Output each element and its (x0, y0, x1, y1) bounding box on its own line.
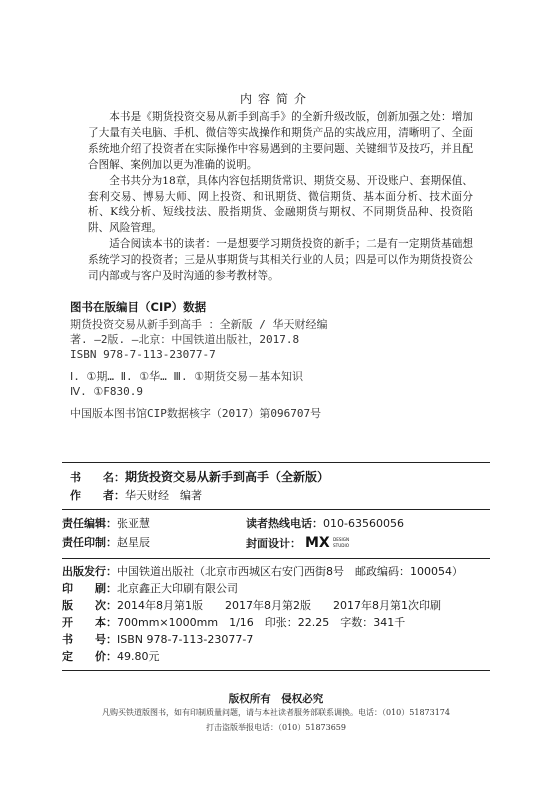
price-row (62, 650, 160, 664)
book-title-row (70, 470, 329, 485)
author-value: 华天财经 编著 (125, 489, 202, 502)
publication-label: 出版发行： (62, 565, 117, 578)
publication-label: 定 价： (62, 650, 117, 663)
author-row (70, 489, 202, 503)
editor-row (62, 517, 150, 531)
hotline-label: 读者热线电话： (246, 517, 323, 530)
hotline-row (246, 517, 404, 531)
publication-value: 700mm×1000mm 1/16 印张：22.25 字数：341千 (117, 616, 406, 629)
rights-notice: 凡购买铁道版图书，如有印制质量问题，请与本社读者服务部联系调换。电话：（010）51873174 (102, 708, 450, 717)
isbn-row (62, 633, 253, 647)
publisher-row (62, 565, 463, 579)
cip-heading: 图书在版编目（CIP）数据 (70, 300, 207, 314)
cip-line: 中国版本图书馆CIP数据核字（2017）第096707号 (70, 407, 322, 420)
editor-value: 张亚慧 (117, 517, 150, 530)
divider (62, 509, 490, 510)
print-manager-row (62, 536, 150, 550)
summary-paragraph: 本书是《期货投资交易从新手到高手》的全新升级改版，创新加强之处：增加了大量有关电脑、手机、微信等实战操作和期货产品的实战应用，清晰明了、全面系统地介绍了投资者在实际操作中容易遇到的主要问题、关键细节及技巧，并且配合图解、案例加以更为准确的说明。 (88, 111, 473, 171)
editor-label: 责任编辑： (62, 517, 117, 530)
format-row (62, 616, 405, 630)
cip-line: Ⅰ. ①期… Ⅱ. ①华… Ⅲ. ①期货交易－基本知识 (70, 370, 304, 383)
summary-paragraph: 全书共分为18章，具体内容包括期货常识、期货交易、开设账户、套期保值、套利交易、博易大师、网上投资、和讯期货、微信期货、基本面分析、技术面分析、K线分析、短线技法、股指期货、金融期货与期权、不同期货品种、投资陷阱、风险管理。 (88, 174, 473, 235)
logo-sub-1: DESIGN (333, 537, 350, 542)
piracy-report: 打击盗版举报电话：（010）51873659 (206, 723, 346, 732)
book-title-value: 期货投资交易从新手到高手（全新版） (125, 470, 330, 484)
publication-value: 49.80元 (117, 650, 160, 663)
divider (62, 462, 490, 463)
publication-label: 印 刷： (62, 582, 117, 595)
cip-line: 期货投资交易从新手到高手 ：全新版 / 华天财经编 (70, 318, 328, 331)
print-manager-value: 赵星辰 (117, 536, 150, 549)
cip-line: Ⅳ. ①F830.9 (70, 385, 143, 398)
cover-design-row (246, 534, 357, 554)
design-studio-logo (305, 534, 357, 554)
logo-mark: MX (305, 535, 330, 550)
edition-row (62, 599, 441, 613)
summary-body (88, 110, 473, 285)
publication-value: 北京鑫正大印刷有限公司 (117, 582, 238, 595)
cover-design-label: 封面设计： (246, 537, 301, 550)
cip-block (70, 317, 500, 421)
summary-paragraph: 适合阅读本书的读者：一是想要学习期货投资的新手；二是有一定期货基础想系统学习的投资者；三是从事期货与其相关行业的人员；四是可以作为期货投资公司内部或与客户及时沟通的参考教材等。 (88, 238, 473, 283)
hotline-value: 010-63560056 (323, 517, 404, 530)
divider (62, 670, 490, 671)
cip-line: 著. —2版. —北京：中国铁道出版社，2017.8 (70, 333, 300, 346)
logo-sub-2: STUDIO (333, 543, 350, 548)
publication-value: ISBN 978-7-113-23077-7 (117, 633, 254, 646)
author-label: 作 者： (70, 489, 125, 502)
rights-title: 版权所有 侵权必究 (228, 693, 324, 705)
publication-label: 书 号： (62, 633, 117, 646)
publication-value: 中国铁道出版社（北京市西城区右安门西街8号 邮政编码：100054） (117, 565, 463, 578)
divider (62, 558, 490, 559)
cip-line: ISBN 978-7-113-23077-7 (70, 348, 216, 361)
print-manager-label: 责任印制： (62, 536, 117, 549)
printer-row (62, 582, 238, 596)
summary-title: 内容简介 (239, 92, 312, 106)
publication-label: 开 本： (62, 616, 117, 629)
book-title-label: 书 名： (70, 471, 125, 484)
publication-value: 2014年8月第1版 2017年8月第2版 2017年8月第1次印刷 (117, 599, 441, 612)
publication-label: 版 次： (62, 599, 117, 612)
